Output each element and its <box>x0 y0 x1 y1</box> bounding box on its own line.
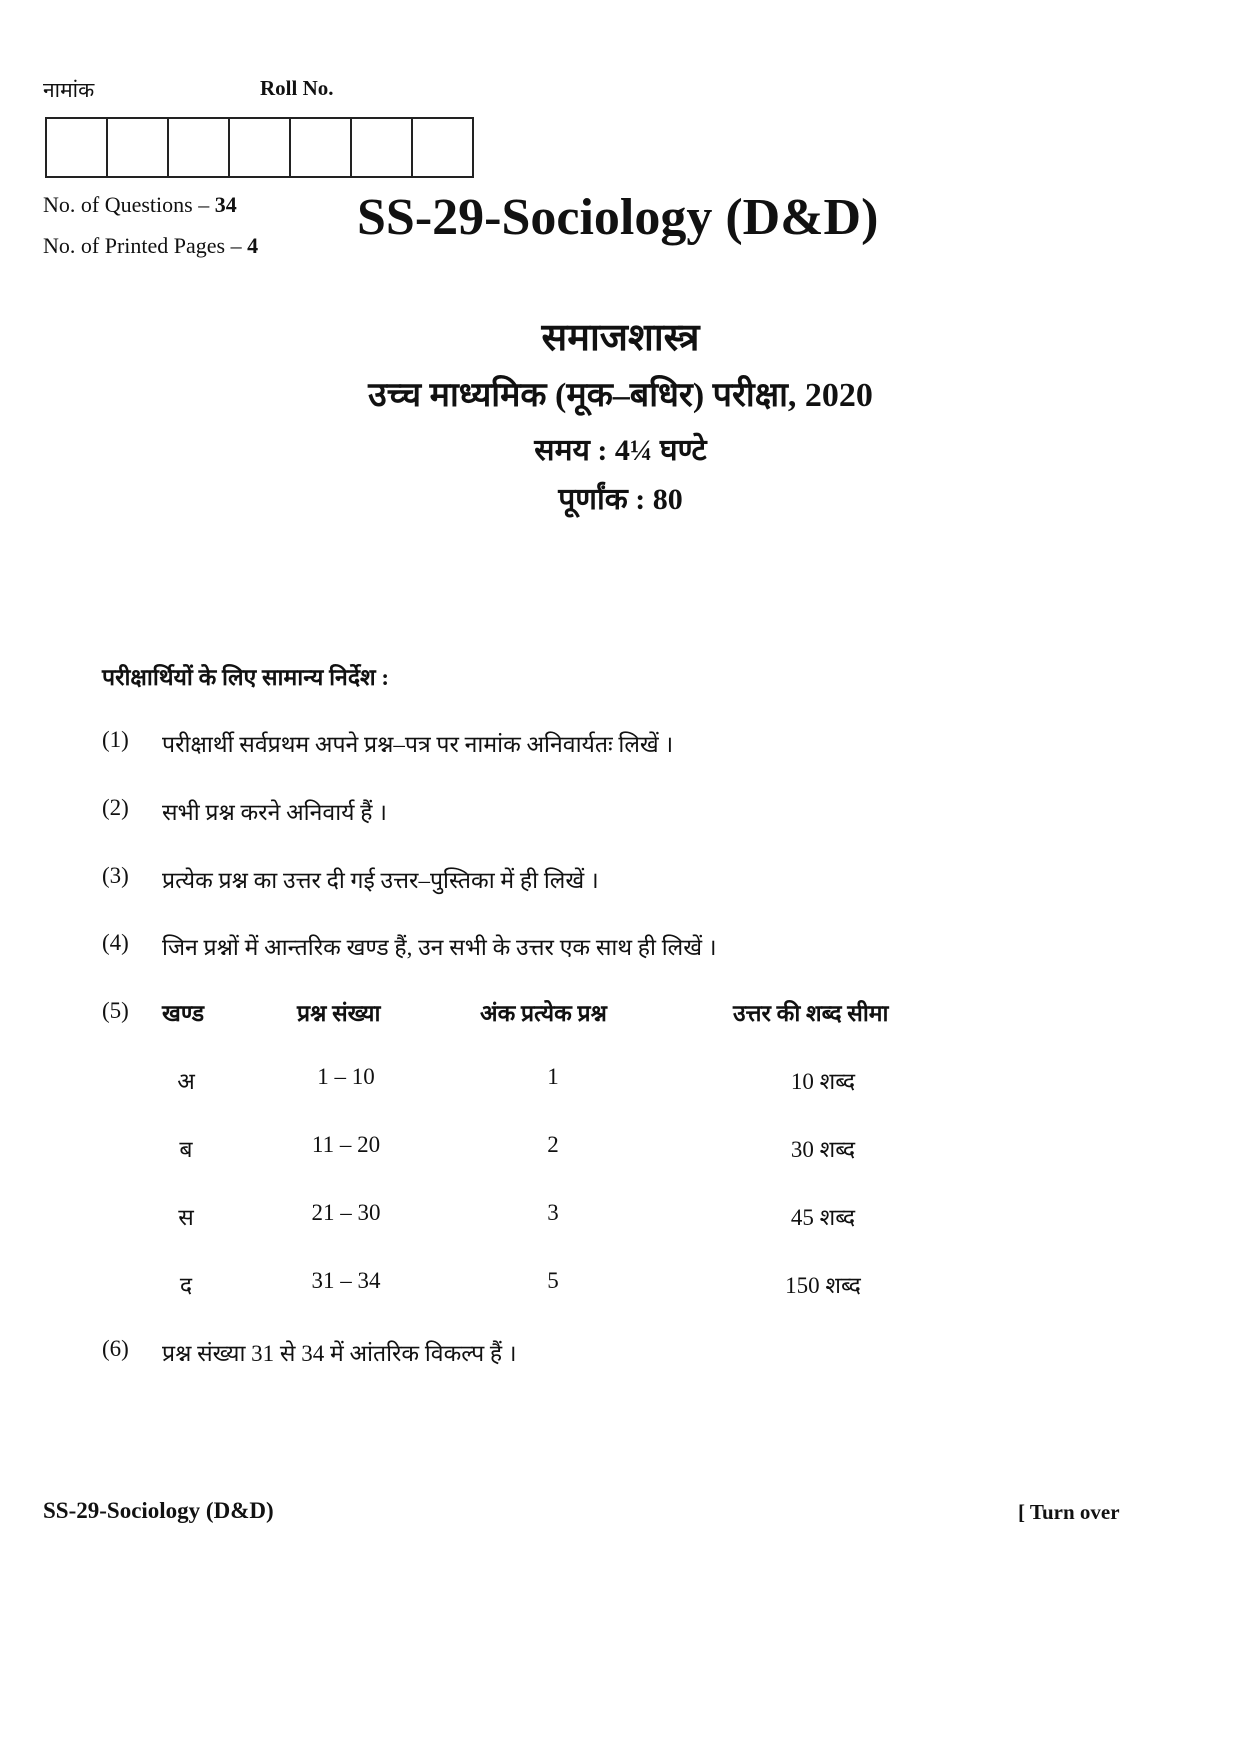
roll-box[interactable] <box>108 119 169 176</box>
roll-box[interactable] <box>413 119 472 176</box>
instruction-number: (6) <box>102 1336 129 1361</box>
table-header-word-limit: उत्तर की शब्द सीमा <box>733 1001 889 1026</box>
table-header-section: खण्ड <box>162 1001 205 1026</box>
num-pages <box>43 233 258 259</box>
table-cell: 5 <box>547 1268 559 1293</box>
instruction-number: (1) <box>102 727 129 752</box>
subject-title: समाजशास्त्र <box>541 317 700 359</box>
num-questions-value: 34 <box>214 192 237 217</box>
instruction-number: (3) <box>102 863 129 888</box>
instruction-text: प्रत्येक प्रश्न का उत्तर दी गई उत्तर–पुस्तिका में ही लिखें । <box>162 868 599 893</box>
instruction-text: प्रश्न संख्या 31 से 34 में आंतरिक विकल्प हैं । <box>162 1341 517 1366</box>
table-cell: 11 – 20 <box>311 1132 381 1157</box>
instruction-text: परीक्षार्थी सर्वप्रथम अपने प्रश्न–पत्र पर नामांक अनिवार्यतः लिखें । <box>162 732 674 757</box>
num-pages-label: No. of Printed Pages – <box>43 233 248 258</box>
max-marks: पूर्णांक : 80 <box>558 483 683 516</box>
roll-label-hindi: नामांक <box>43 78 95 102</box>
roll-box[interactable] <box>230 119 291 176</box>
table-cell: अ <box>177 1069 195 1094</box>
footer-paper-code: SS-29-Sociology (D&D) <box>43 1498 274 1523</box>
table-cell: स <box>178 1205 194 1230</box>
table-cell: 2 <box>547 1132 559 1157</box>
table-cell: 10 शब्द <box>790 1069 856 1094</box>
instructions-heading: परीक्षार्थियों के लिए सामान्य निर्देश : <box>102 665 390 690</box>
roll-number-boxes <box>45 117 474 178</box>
instruction-text: सभी प्रश्न करने अनिवार्य हैं । <box>162 800 387 825</box>
table-cell: 1 – 10 <box>317 1064 375 1089</box>
table-cell: 1 <box>547 1064 559 1089</box>
table-header-marks-per-question: अंक प्रत्येक प्रश्न <box>480 1001 607 1026</box>
roll-box[interactable] <box>291 119 352 176</box>
paper-code-title: SS-29-Sociology (D&D) <box>357 189 879 246</box>
table-cell: ब <box>179 1137 193 1162</box>
table-cell: 45 शब्द <box>790 1205 856 1230</box>
roll-box[interactable] <box>47 119 108 176</box>
num-questions-label: No. of Questions – <box>43 192 215 217</box>
table-cell: 3 <box>547 1200 559 1225</box>
instruction-number: (5) <box>102 998 129 1023</box>
table-cell: 30 शब्द <box>790 1137 856 1162</box>
table-cell: 21 – 30 <box>311 1200 381 1225</box>
num-questions <box>43 192 237 218</box>
instruction-number: (2) <box>102 795 129 820</box>
table-cell: 150 शब्द <box>785 1273 861 1298</box>
roll-box[interactable] <box>169 119 230 176</box>
table-cell: 31 – 34 <box>311 1268 381 1293</box>
num-pages-value: 4 <box>247 233 259 258</box>
exam-time: समय : 4¼ घण्टे <box>534 434 707 467</box>
exam-title: उच्च माध्यमिक (मूक–बधिर) परीक्षा, 2020 <box>368 377 873 414</box>
table-header-question-numbers: प्रश्न संख्या <box>297 1001 381 1026</box>
instruction-text: जिन प्रश्नों में आन्तरिक खण्ड हैं, उन सभी के उत्तर एक साथ ही लिखें । <box>162 935 717 960</box>
instruction-number: (4) <box>102 930 129 955</box>
table-cell: द <box>179 1273 193 1298</box>
roll-box[interactable] <box>352 119 413 176</box>
turn-over-label: [ Turn over <box>1018 1500 1120 1524</box>
roll-label-english: Roll No. <box>260 76 334 100</box>
